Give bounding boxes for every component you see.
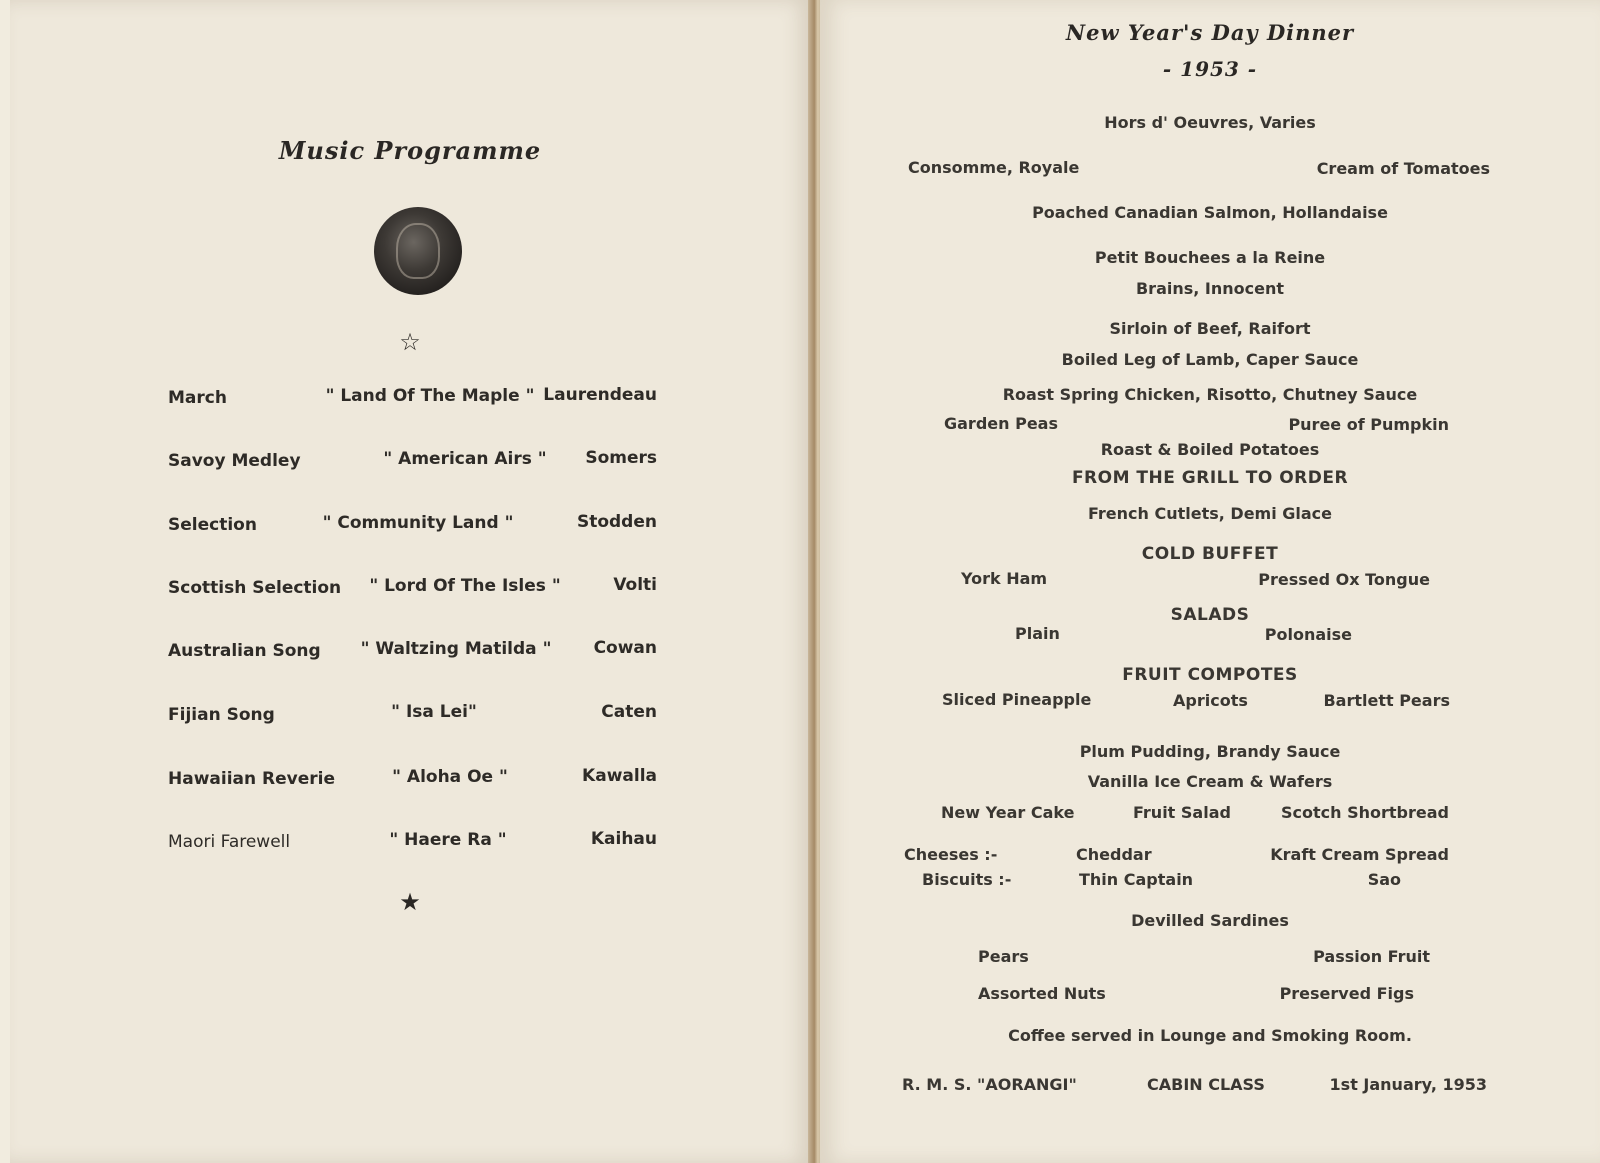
menu-sweet-2: Fruit Salad (1133, 803, 1231, 822)
programme-genre: Fijian Song (168, 705, 275, 725)
right-page (820, 0, 1600, 1163)
menu-joint-2: Boiled Leg of Lamb, Caper Sauce (1061, 350, 1359, 369)
menu-fish: Poached Canadian Salmon, Hollandaise (1032, 203, 1388, 222)
menu-nuts: Assorted Nuts (978, 984, 1106, 1003)
footer-class: CABIN CLASS (1147, 1075, 1265, 1094)
salads-heading: SALADS (1170, 605, 1250, 625)
music-programme-title: Music Programme (278, 136, 542, 165)
menu-salad-right: Polonaise (1264, 625, 1352, 644)
menu-soup-left: Consomme, Royale (908, 158, 1080, 177)
menu-grill-item: French Cutlets, Demi Glace (1087, 504, 1333, 523)
menu-savoury: Devilled Sardines (1131, 911, 1289, 930)
programme-genre: Selection (168, 515, 257, 535)
programme-composer: Cowan (593, 638, 657, 658)
menu-compote-2: Apricots (1173, 691, 1248, 710)
footer-ship: R. M. S. "AORANGI" (902, 1075, 1077, 1094)
programme-genre: March (168, 388, 227, 408)
menu-buffet-right: Pressed Ox Tongue (1258, 570, 1430, 589)
menu-dessert-2: Vanilla Ice Cream & Wafers (1087, 772, 1333, 791)
programme-title: " Isa Lei" (391, 702, 477, 722)
programme-genre: Australian Song (168, 641, 321, 661)
menu-salad-left: Plain (1015, 624, 1060, 643)
programme-composer: Somers (585, 448, 657, 468)
music-programme-list (10, 0, 810, 1163)
menu-cheese-1: Cheddar (1076, 845, 1152, 864)
programme-title: " Community Land " (322, 513, 514, 533)
programme-title: " Haere Ra " (389, 830, 507, 850)
menu-veg-left: Garden Peas (944, 414, 1058, 433)
programme-title: " American Airs " (383, 449, 547, 469)
menu-hors-doeuvres: Hors d' Oeuvres, Varies (1104, 113, 1316, 132)
menu-coffee: Coffee served in Lounge and Smoking Room. (1008, 1026, 1412, 1045)
programme-row (10, 638, 810, 671)
programme-row (10, 766, 810, 799)
menu-poultry: Roast Spring Chicken, Risotto, Chutney Sauce (1002, 385, 1418, 404)
programme-title: " Waltzing Matilda " (360, 639, 552, 659)
footer-date: 1st January, 1953 (1329, 1075, 1487, 1094)
programme-composer: Caten (601, 702, 657, 722)
programme-row (10, 575, 810, 608)
menu-fruit-right: Passion Fruit (1313, 947, 1430, 966)
menu-soup-right: Cream of Tomatoes (1316, 159, 1490, 178)
left-page (10, 0, 810, 1163)
programme-title: " Lord Of The Isles " (369, 576, 561, 596)
dinner-title: New Year's Day Dinner (1065, 20, 1355, 45)
menu-biscuit-2: Sao (1367, 870, 1401, 889)
buffet-heading: COLD BUFFET (1141, 544, 1279, 564)
cheeses-label: Cheeses :- (904, 845, 998, 864)
compotes-heading: FRUIT COMPOTES (1122, 665, 1298, 685)
menu-figs: Preserved Figs (1279, 984, 1414, 1003)
menu-compote-1: Sliced Pineapple (942, 690, 1092, 709)
programme-title: " Aloha Oe " (392, 767, 508, 787)
programme-composer: Kawalla (582, 766, 657, 786)
programme-genre: Maori Farewell (168, 832, 291, 852)
menu-entree-1: Petit Bouchees a la Reine (1094, 248, 1326, 267)
programme-row (10, 702, 810, 735)
programme-genre: Savoy Medley (168, 451, 301, 471)
dinner-year: - 1953 - (1162, 57, 1258, 81)
menu-veg-right: Puree of Pumpkin (1288, 415, 1449, 434)
programme-composer: Stodden (576, 512, 657, 532)
programme-composer: Kaihau (590, 829, 657, 849)
programme-row (10, 512, 810, 545)
programme-title: " Land Of The Maple " (325, 386, 535, 406)
programme-composer: Volti (613, 575, 657, 595)
menu-dessert-1: Plum Pudding, Brandy Sauce (1079, 742, 1341, 761)
programme-composer: Laurendeau (543, 385, 657, 405)
menu-sweet-1: New Year Cake (941, 803, 1075, 822)
menu-fruit-left: Pears (978, 947, 1029, 966)
solid-star-icon: ★ (399, 888, 421, 916)
menu-biscuit-1: Thin Captain (1079, 870, 1194, 889)
grill-heading: FROM THE GRILL TO ORDER (1071, 468, 1349, 488)
programme-row (10, 385, 810, 418)
programme-row (10, 448, 810, 481)
hollow-star-icon: ☆ (399, 328, 421, 356)
menu-cheese-2: Kraft Cream Spread (1270, 845, 1449, 864)
menu-compote-3: Bartlett Pears (1323, 691, 1450, 710)
menu-entree-2: Brains, Innocent (1135, 279, 1285, 298)
programme-row (10, 829, 810, 862)
menu-potatoes: Roast & Boiled Potatoes (1100, 440, 1320, 459)
programme-genre: Scottish Selection (168, 578, 342, 598)
menu-sweet-3: Scotch Shortbread (1281, 803, 1449, 822)
menu-joint-1: Sirloin of Beef, Raifort (1109, 319, 1311, 338)
menu-buffet-left: York Ham (961, 569, 1048, 588)
biscuits-label: Biscuits :- (922, 870, 1012, 889)
programme-genre: Hawaiian Reverie (168, 769, 335, 789)
